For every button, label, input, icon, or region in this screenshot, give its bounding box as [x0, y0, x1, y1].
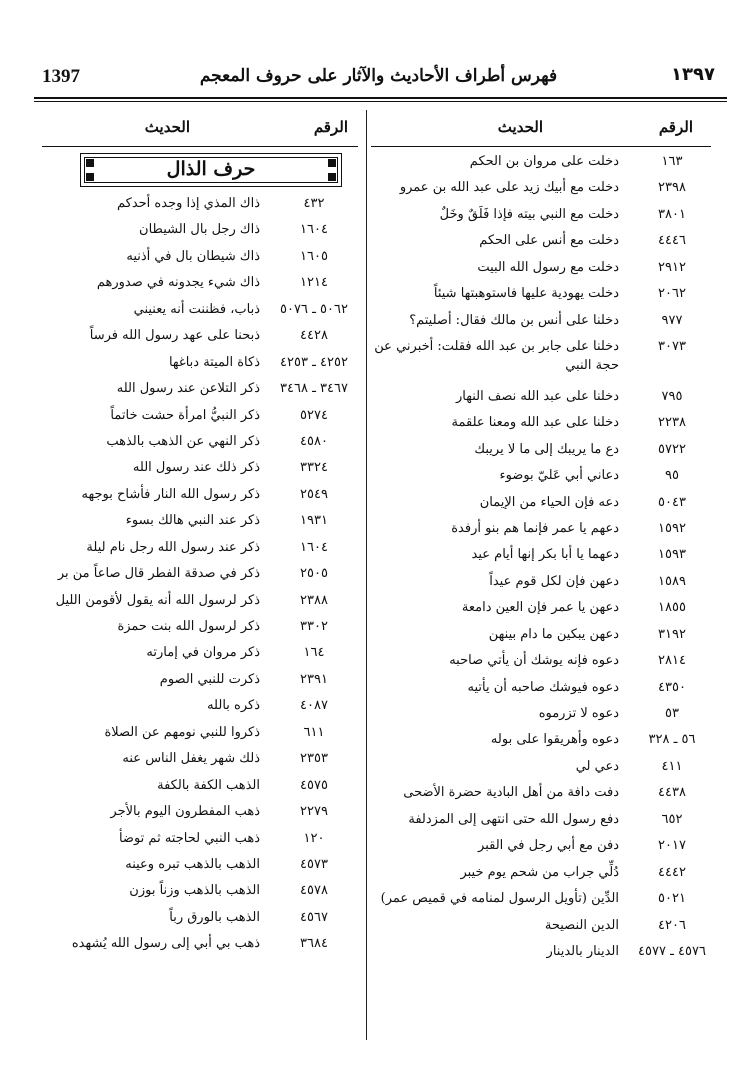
entry-number: ٢٠١٧ — [658, 838, 686, 854]
index-entry — [371, 837, 711, 856]
entry-text: ذهب النبي لحاجته ثم توضأ — [118, 830, 260, 846]
index-entry — [371, 441, 711, 460]
entry-number: ٣٠٧٣ — [658, 339, 686, 355]
entry-text: ذكر في صدقة الفطر قال صاعاً من بر — [57, 566, 260, 582]
entry-text: ذكر مروان في إمارته — [146, 645, 260, 661]
entry-number: ٤٥٧٦ ـ ٤٥٧٧ — [638, 943, 706, 959]
entry-text: دعاني أبي عَليّ بوضوء — [499, 468, 619, 484]
entry-text: ذاك رجل بال الشيطان — [139, 222, 260, 238]
entry-number: ٢٩١٢ — [658, 259, 686, 275]
index-entry — [42, 512, 358, 531]
entry-number: ٤٠٨٧ — [300, 698, 328, 714]
entry-number: ١٦٣ — [661, 154, 683, 169]
entry-number: ٤٣٢ — [303, 196, 325, 211]
index-entry — [42, 380, 358, 399]
index-entry — [371, 232, 711, 251]
right-column-header — [371, 110, 711, 147]
hadith-heading: الحديث — [144, 118, 190, 136]
index-entry — [42, 856, 358, 875]
index-entry — [42, 909, 358, 928]
index-entry — [371, 943, 711, 962]
entry-text: الذهب بالذهب تبره وعينه — [125, 856, 260, 872]
index-entry — [371, 864, 711, 883]
entry-text: الذهب بالذهب وزناً بوزن — [129, 883, 260, 899]
entry-text: دخلت مع أنس على الحكم — [479, 233, 619, 249]
index-entry — [371, 153, 711, 172]
entry-text: دخلنا على جابر بن عبد الله فقلت: أخبرني عن حجة النبي — [374, 339, 619, 373]
entry-number: ١٢٠ — [303, 830, 325, 846]
index-entry — [371, 811, 711, 830]
index-entry — [371, 179, 711, 198]
index-entry — [42, 882, 358, 901]
entry-number: ٢٢٧٩ — [300, 804, 328, 820]
entry-number: ١٩٣١ — [300, 513, 328, 529]
entry-text: الذهب بالورق رباً — [169, 909, 260, 925]
entry-number: ٥٦ ـ ٣٢٨ — [648, 732, 696, 748]
entry-number: ٤٤٢٨ — [300, 328, 328, 344]
entry-number: ٢٢٣٨ — [658, 415, 686, 431]
index-entry — [42, 248, 358, 267]
entry-text: ذكاة الميتة دباغها — [168, 354, 260, 370]
entry-number: ٢٣٥٣ — [300, 751, 328, 767]
index-entry — [42, 671, 358, 690]
right-entries — [371, 153, 711, 962]
index-entry — [371, 467, 711, 486]
entry-number: ١٦٤ — [303, 645, 325, 661]
entry-number: ٤٢٥٢ ـ ٤٢٥٣ — [280, 354, 348, 370]
entry-number: ٢٣٩٨ — [658, 180, 686, 196]
hadith-heading: الحديث — [497, 118, 543, 136]
entry-number: ٤٤٤٦ — [658, 233, 686, 249]
entry-number: ٢٥٤٩ — [300, 486, 328, 502]
entry-number: ٣٣٢٤ — [300, 460, 328, 476]
entry-text: دعهن يبكين ما دام بينهن — [488, 626, 619, 642]
entry-number: ٩٧٧ — [661, 312, 683, 328]
left-column-header — [42, 110, 358, 147]
index-entry — [42, 274, 358, 293]
entry-text: دعهم يا عمر فإنما هم بنو أرفدة — [451, 520, 619, 536]
entry-number: ٥٠٦٢ ـ ٥٠٧٦ — [280, 301, 348, 317]
index-entry — [371, 388, 711, 407]
column-divider — [366, 110, 367, 1040]
index-entry — [371, 573, 711, 592]
index-entry — [371, 546, 711, 565]
corner-ornament-icon — [328, 159, 336, 167]
entry-text: ذكر لرسول الله أنه يقول لأقومن الليل — [55, 592, 260, 608]
entry-text: دخلت مع النبي بيته فإذا فَلَقٌ وخَلٌ — [439, 206, 619, 222]
number-heading: الرقم — [313, 118, 348, 136]
entry-text: دفع رسول الله حتى انتهى إلى المزدلفة — [408, 811, 619, 827]
entry-text: ذباب، فظننت أنه يعنيني — [133, 301, 260, 317]
header-rule-thin — [34, 101, 727, 102]
entry-text: ذاك شيطان بال في أذنيه — [126, 248, 260, 264]
entry-text: دعوه فيوشك صاحبه أن يأتيه — [467, 679, 619, 695]
entry-text: الدِّين (تأويل الرسول لمنامه في قميص عمر) — [380, 891, 619, 907]
index-entry — [42, 644, 358, 663]
page-header — [30, 60, 727, 96]
index-entry — [42, 565, 358, 584]
entry-text: ذلك شهر يغفل الناس عنه — [122, 751, 260, 767]
entry-text: دخلنا على أنس بن مالك فقال: أصليتم؟ — [409, 312, 619, 328]
entry-number: ٧٩٥ — [661, 388, 683, 404]
index-entry — [42, 486, 358, 505]
entry-text: الدينار بالدينار — [546, 943, 619, 959]
header-rule — [34, 97, 727, 99]
index-entry — [42, 327, 358, 346]
index-entry — [42, 750, 358, 769]
index-entry — [42, 354, 358, 373]
entry-text: ذكر النهي عن الذهب بالذهب — [106, 433, 260, 449]
entry-text: ذاك المذي إذا وجده أحدكم — [116, 196, 260, 211]
entry-text: ذكر التلاعن عند رسول الله — [116, 381, 260, 397]
entry-number: ١٥٩٣ — [658, 547, 686, 563]
entry-text: دفت دافة من أهل البادية حضرة الأضحى — [403, 785, 619, 801]
index-entry — [42, 697, 358, 716]
index-entry — [371, 784, 711, 803]
entry-text: دعهن يا عمر فإن العين دامعة — [461, 600, 619, 616]
entry-text: ذكر رسول الله النار فأشاح بوجهه — [81, 486, 260, 502]
entry-text: دعي لي — [575, 758, 619, 774]
index-entry — [371, 679, 711, 698]
index-entry — [371, 285, 711, 304]
left-column — [42, 110, 358, 962]
entry-text: دخلت يهودية عليها فاستوهبتها شيئاً — [433, 286, 619, 302]
corner-ornament-icon — [328, 173, 336, 181]
corner-ornament-icon — [86, 173, 94, 181]
index-entry — [371, 917, 711, 936]
entry-text: ذكر عند النبي هالك بسوء — [125, 513, 260, 529]
entry-number: ٤٥٧٣ — [300, 856, 328, 872]
corner-ornament-icon — [86, 159, 94, 167]
entry-text: دُلِّي جراب من شحم يوم خيبر — [460, 864, 619, 880]
entry-text: دفن مع أبي رجل في القبر — [478, 838, 619, 854]
entry-text: ذكرت للنبي الصوم — [159, 671, 260, 687]
entry-number: ٢٨١٤ — [658, 653, 686, 669]
entry-text: دعوه وأهريقوا على بوله — [490, 732, 619, 748]
entry-number: ١٨٥٥ — [658, 600, 686, 616]
index-entry — [42, 592, 358, 611]
entry-text: دعهن فإن لكل قوم عيداً — [489, 573, 619, 589]
index-entry — [371, 312, 711, 331]
index-entry — [42, 301, 358, 320]
index-entry — [42, 803, 358, 822]
entry-text: الذهب الكفة بالكفة — [157, 777, 260, 793]
index-entry — [42, 459, 358, 478]
entry-text: دخلنا على عبد الله ومعنا علقمة — [451, 415, 619, 431]
entry-text: دخلت على مروان بن الحكم — [469, 154, 619, 169]
index-entry — [371, 705, 711, 724]
entry-text: ذبحنا على عهد رسول الله فرساً — [89, 328, 260, 344]
index-entry — [371, 890, 711, 909]
right-column — [371, 110, 711, 969]
page-number-latin: 1397 — [42, 66, 80, 87]
page-number-arabic: ١٣٩٧ — [671, 64, 715, 85]
index-entry — [371, 758, 711, 777]
entry-number: ٥٠٢١ — [658, 891, 686, 907]
entry-text: دخلنا على عبد الله نصف النهار — [456, 388, 619, 404]
index-entry — [42, 221, 358, 240]
entry-number: ٣٤٦٧ ـ ٣٤٦٨ — [280, 381, 348, 397]
entry-number: ٤٥٧٨ — [300, 883, 328, 899]
entry-number: ٤٥٨٠ — [300, 433, 328, 449]
entry-number: ٥٣ — [665, 706, 679, 721]
entry-number: ١٦٠٤ — [300, 539, 328, 555]
entry-number: ٤٣٥٠ — [658, 679, 686, 695]
index-entry — [371, 731, 711, 750]
entry-text: دخلت مع رسول الله البيت — [477, 259, 619, 275]
entry-text: ذكر النبيُّ امرأة حشت خاتماً — [110, 407, 260, 423]
entry-number: ٢٠٦٢ — [658, 286, 686, 302]
entry-number: ٩٥ — [665, 468, 679, 484]
entry-number: ٥٧٢٢ — [658, 441, 686, 457]
index-entry — [371, 494, 711, 513]
entry-text: ذهب بي أبي إلى رسول الله يُشهده — [71, 936, 260, 952]
entry-number: ٦٥٢ — [661, 811, 683, 827]
entry-number: ٤٥٧٥ — [300, 777, 328, 793]
entry-text: الدين النصيحة — [544, 917, 619, 933]
index-entry — [42, 407, 358, 426]
index-entry — [371, 520, 711, 539]
entry-text: ذاك شيء يجدونه في صدورهم — [96, 275, 260, 291]
entry-text: ذكر لرسول الله بنت حمزة — [117, 619, 260, 634]
index-entry — [42, 433, 358, 452]
entry-text: ذكر عند رسول الله رجل نام ليلة — [86, 539, 260, 555]
entry-number: ٢٣٩١ — [300, 671, 328, 687]
entry-number: ١٢١٤ — [300, 275, 328, 291]
index-entry — [371, 626, 711, 645]
index-entry — [42, 618, 358, 637]
entry-number: ٤٤٤٢ — [658, 864, 686, 880]
entry-number: ٣٦٨٤ — [300, 936, 328, 952]
entry-text: ذهب المفطرون اليوم بالأجر — [110, 804, 260, 820]
entry-number: ٢٥٠٥ — [300, 566, 328, 582]
left-entries — [42, 195, 358, 954]
index-entry — [371, 599, 711, 618]
entry-text: دعوه فإنه يوشك أن يأتي صاحبه — [449, 653, 619, 669]
entry-number: ٥٠٤٣ — [658, 494, 686, 510]
index-entry — [42, 777, 358, 796]
entry-text: دعه فإن الحياء من الإيمان — [479, 494, 619, 510]
entry-number: ٢٣٨٨ — [300, 592, 328, 608]
entry-text: دعوه لا تزرموه — [538, 706, 619, 721]
number-heading: الرقم — [658, 118, 693, 136]
entry-text: ذكره بالله — [207, 698, 260, 714]
entry-number: ٣١٩٢ — [658, 626, 686, 642]
section-letter-title: حرف الذال — [166, 158, 256, 180]
entry-number: ١٥٨٩ — [658, 573, 686, 589]
entry-text: ذكروا للنبي نومهم عن الصلاة — [104, 724, 260, 740]
index-entry — [42, 935, 358, 954]
entry-number: ٤٥٦٧ — [300, 909, 328, 925]
entry-number: ٥٢٧٤ — [300, 407, 328, 423]
index-entry — [42, 195, 358, 214]
entry-number: ٣٨٠١ — [658, 206, 686, 222]
entry-number: ٤٢٠٦ — [658, 917, 686, 933]
entry-text: ذكر ذلك عند رسول الله — [132, 460, 260, 476]
entry-number: ٦١١ — [303, 724, 325, 740]
index-entry — [371, 206, 711, 225]
entry-number: ٤١١ — [661, 758, 683, 774]
index-entry — [371, 338, 711, 376]
index-entry — [371, 652, 711, 671]
entry-text: دخلت مع أبيك زيد على عبد الله بن عمرو — [399, 180, 619, 196]
entry-text: دع ما يريبك إلى ما لا يريبك — [474, 441, 619, 457]
index-entry — [42, 830, 358, 849]
entry-number: ١٥٩٢ — [658, 520, 686, 536]
entry-number: ١٦٠٤ — [300, 222, 328, 238]
index-entry — [42, 539, 358, 558]
section-letter-box — [80, 153, 342, 187]
entry-text: دعهما يا أبا بكر إنها أيام عيد — [471, 547, 619, 563]
entry-number: ١٦٠٥ — [300, 248, 328, 264]
page-title: فهرس أطراف الأحاديث والآثار على حروف المعجم — [199, 66, 558, 86]
index-entry — [371, 259, 711, 278]
entry-number: ٣٣٠٢ — [300, 619, 328, 634]
index-entry — [371, 414, 711, 433]
entry-number: ٤٤٣٨ — [658, 785, 686, 801]
index-entry — [42, 724, 358, 743]
